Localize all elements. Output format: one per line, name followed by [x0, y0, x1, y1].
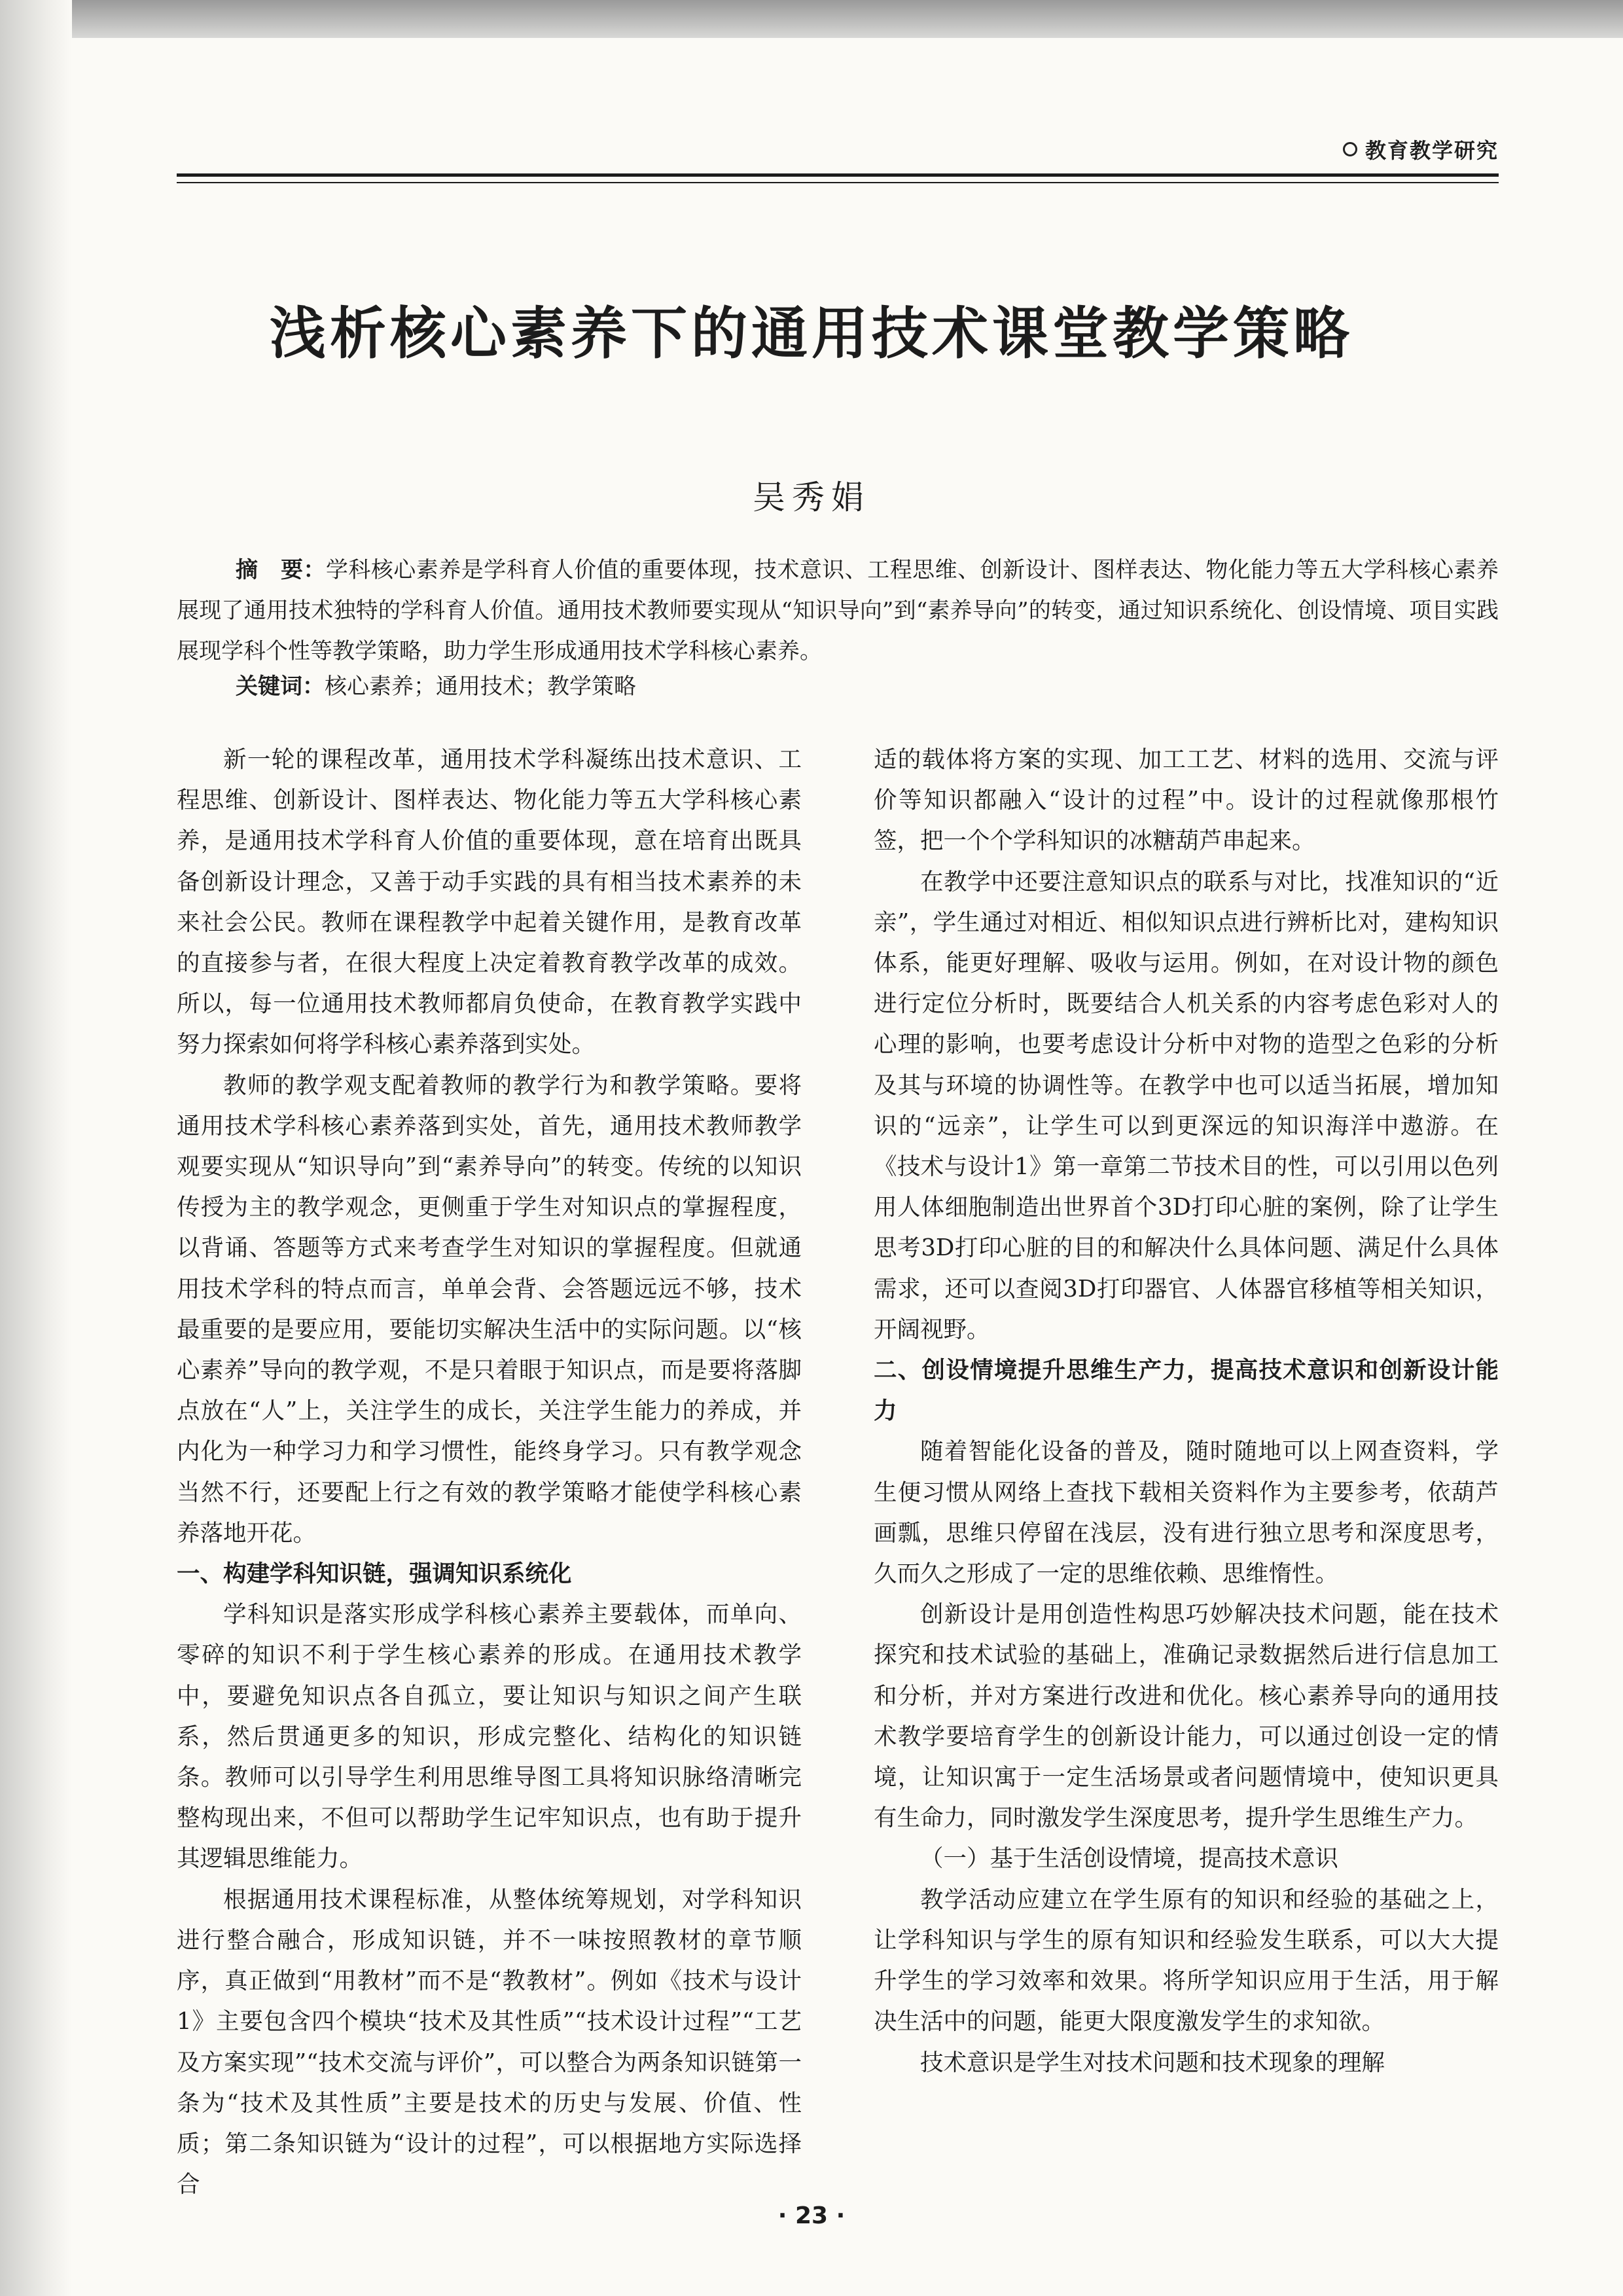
header-rule: [177, 173, 1499, 177]
paragraph: 创新设计是用创造性构思巧妙解决技术问题，能在技术探究和技术试验的基础上，准确记录数据然后进行信息加工和分析，并对方案进行改进和优化。核心素养导向的通用技术教学要培育学生的创新设计能力，可以通过创设一定的情境，让知识寓于一定生活场景或者问题情境中，使知识更具有生命力，同时激发学生深度思考，提升学生思维生产力。: [874, 1601, 1499, 1832]
keywords: [236, 666, 1499, 707]
article-title: 浅析核心素养下的通用技术课堂教学策略: [270, 301, 1353, 367]
paragraph: 教学活动应建立在学生原有的知识和经验的基础之上，让学科知识与学生的原有知识和经验发生联系，可以大大提升学生的学习效率和效果。将所学知识应用于生活，用于解决生活中的问题，能更大限度激发学生的求知欲。: [874, 1886, 1499, 2036]
scan-shadow-top: [0, 0, 1623, 38]
paragraph: 学科知识是落实形成学科核心素养主要载体，而单向、零碎的知识不利于学生核心素养的形成。在通用技术教学中，要避免知识点各自孤立，要让知识与知识之间产生联系，然后贯通更多的知识，形成完整化、结构化的知识链条。教师可以引导学生利用思维导图工具将知识脉络清晰完整构现出来，不但可以帮助学生记牢知识点，也有助于提升其逻辑思维能力。: [177, 1601, 802, 1873]
section-tag-label: 教育教学研究: [1364, 138, 1499, 163]
keywords-label: 关键词：: [236, 673, 325, 700]
abstract: [177, 550, 1499, 672]
abstract-text: 学科核心素养是学科育人价值的重要体现，技术意识、工程思维、创新设计、图样表达、物化能力等五大学科核心素养展现了通用技术独特的学科育人价值。通用技术教师要实现从“知识导向”到“素养导向”的转变，通过知识系统化、创设情境、项目实践展现学科个性等教学策略，助力学生形成通用技术学科核心素养。: [177, 557, 1499, 664]
section-tag: [1343, 134, 1499, 164]
circle-icon: [1343, 142, 1357, 156]
paragraph: 在教学中还要注意知识点的联系与对比，找准知识的“近亲”，学生通过对相近、相似知识点进行辨析比对，建构知识体系，能更好理解、吸收与运用。例如，在对设计物的颜色进行定位分析时，既要结合人机关系的内容考虑色彩对人的心理的影响，也要考虑设计分析中对物的造型之色彩的分析及其与环境的协调性等。在教学中也可以适当拓展，增加知识的“远亲”，让学生可以到更深远的知识海洋中遨游。在《技术与设计1》第一章第二节技术目的性，可以引用以色列用人体细胞制造出世界首个3D打印心脏的案例，除了让学生思考3D打印心脏的目的和解决什么具体问题、满足什么具体需求，还可以查阅3D打印器官、人体器官移植等相关知识，开阔视野。: [874, 868, 1499, 1343]
subsection-heading: （一）基于生活创设情境，提高技术意识: [920, 1845, 1339, 1873]
section-heading: 一、构建学科知识链，强调知识系统化: [177, 1560, 572, 1588]
paragraph: 随着智能化设备的普及，随时随地可以上网查资料，学生便习惯从网络上查找下载相关资料作为主要参考，依葫芦画瓢，思维只停留在浅层，没有进行独立思考和深度思考，久而久之形成了一定的思维依赖、思维惰性。: [874, 1438, 1499, 1588]
keywords-text: 核心素养；通用技术；教学策略: [325, 673, 636, 700]
section-heading: 二、创设情境提升思维生产力，提高技术意识和创新设计能力: [874, 1357, 1499, 1425]
right-column: [874, 740, 1499, 2083]
abstract-label: 摘 要：: [236, 557, 326, 583]
paragraph: 根据通用技术课程标准，从整体统筹规划，对学科知识进行整合融合，形成知识链，并不一味按照教材的章节顺序，真正做到“用教材”而不是“教教材”。例如《技术与设计1》主要包含四个模块“技术及其性质”“技术设计过程”“工艺及方案实现”“技术交流与评价”，可以整合为两条知识链第一条为“技术及其性质”主要是技术的历史与发展、价值、性质；第二条知识链为“设计的过程”，可以根据地方实际选择合: [177, 1886, 802, 2198]
paragraph: 适的载体将方案的实现、加工工艺、材料的选用、交流与评价等知识都融入“设计的过程”中。设计的过程就像那根竹签，把一个个学科知识的冰糖葫芦串起来。: [874, 746, 1499, 855]
left-column: [177, 740, 802, 2205]
paragraph: 教师的教学观支配着教师的教学行为和教学策略。要将通用技术学科核心素养落到实处，首先，通用技术教师教学观要实现从“知识导向”到“素养导向”的转变。传统的以知识传授为主的教学观念，更侧重于学生对知识点的掌握程度，以背诵、答题等方式来考查学生对知识的掌握程度。但就通用技术学科的特点而言，单单会背、会答题远远不够，技术最重要的是要应用，要能切实解决生活中的实际问题。以“核心素养”导向的教学观，不是只着眼于知识点，而是要将落脚点放在“人”上，关注学生的成长，关注学生能力的养成，并内化为一种学习力和学习惯性，能终身学习。只有教学观念当然不行，还要配上行之有效的教学策略才能使学科核心素养落地开花。: [177, 1071, 802, 1547]
header-rule-thin: [177, 182, 1499, 183]
paragraph: 技术意识是学生对技术问题和技术现象的理解: [920, 2049, 1385, 2076]
article-author: 吴秀娟: [753, 478, 870, 516]
page-number: · 23 ·: [777, 2202, 846, 2229]
paragraph: 新一轮的课程改革，通用技术学科凝练出技术意识、工程思维、创新设计、图样表达、物化能力等五大学科核心素养，是通用技术学科育人价值的重要体现，意在培育出既具备创新设计理念，又善于动手实践的具有相当技术素养的未来社会公民。教师在课程教学中起着关键作用，是教育改革的直接参与者，在很大程度上决定着教育教学改革的成效。所以，每一位通用技术教师都肩负使命，在教育教学实践中努力探索如何将学科核心素养落到实处。: [177, 746, 802, 1058]
